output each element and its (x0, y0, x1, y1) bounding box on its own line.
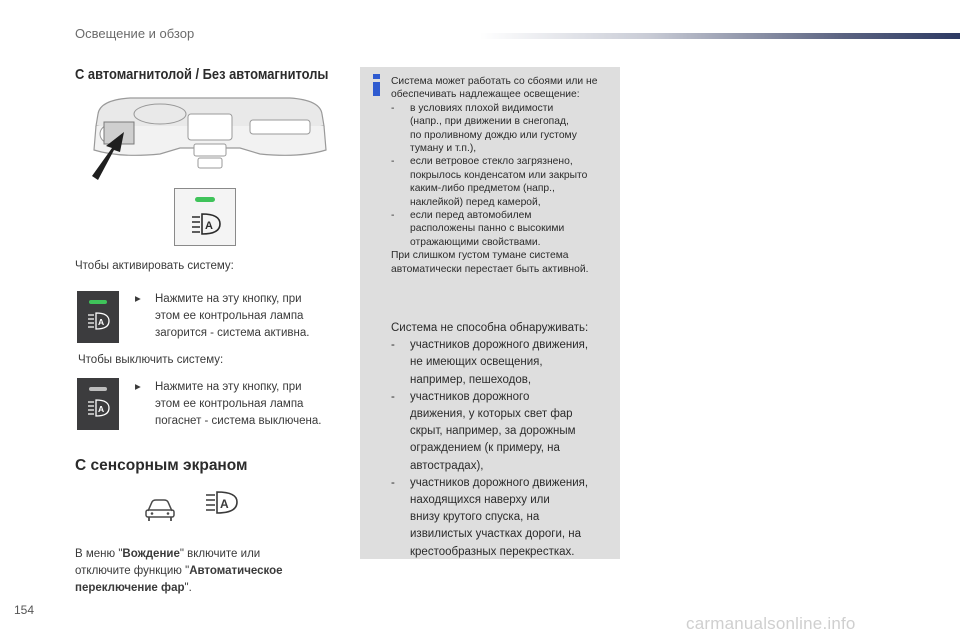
text-line: расположены панно с высокими (410, 223, 565, 235)
auto-headlight-icon (190, 211, 222, 237)
deactivate-instruction (155, 379, 321, 430)
text-line: туману и т.п.), (410, 143, 477, 155)
list-item (391, 337, 616, 389)
watermark: carmanualsonline.info (686, 614, 856, 633)
text-line: этом ее контрольная лампа (155, 398, 304, 410)
text-line (75, 580, 345, 597)
auto-headlight-button-illustration (174, 188, 236, 246)
text-line: участников дорожного движения, (410, 476, 589, 489)
auto-headlight-icon (87, 398, 111, 418)
svg-text:A: A (98, 317, 105, 327)
bullet-arrow-icon: ▸ (135, 293, 141, 305)
text-line (75, 563, 345, 580)
text-line: При слишком густом тумане система (391, 250, 569, 262)
section-heading-radio: С автомагнитолой / Без автомагнитолы (75, 66, 329, 83)
svg-text:A: A (220, 497, 229, 511)
list-item (391, 475, 616, 561)
text-line: Система может работать со сбоями или не (391, 76, 598, 87)
led-indicator-off (89, 387, 107, 391)
text-line: отражающими свойствами. (410, 236, 541, 248)
text-line: загорится - система активна. (155, 327, 310, 339)
text-line: внизу крутого спуска, на (410, 511, 540, 524)
menu-name-bold: Вождение (122, 548, 180, 560)
text-span: В меню " (75, 548, 123, 560)
list-dash: - (391, 210, 395, 222)
section-heading-touchscreen: С сенсорным экраном (75, 457, 248, 474)
text-line (75, 546, 345, 563)
list-item (391, 102, 616, 156)
bullet-arrow-icon: ▸ (135, 381, 141, 393)
button-on-illustration (77, 291, 119, 343)
function-name-bold: Автоматическое (189, 565, 283, 577)
text-span: отключите функцию " (75, 565, 190, 577)
text-line: покрылось конденсатом или закрыто (410, 169, 588, 181)
list-dash: - (391, 339, 395, 352)
text-line: не имеющих освещения, (410, 356, 543, 369)
svg-text:A: A (98, 404, 105, 414)
text-line: участников дорожного движения, (410, 339, 589, 352)
page-header-title: Освещение и обзор (75, 26, 195, 41)
dashboard-illustration (90, 92, 330, 187)
button-off-illustration (77, 378, 119, 430)
text-line: в условиях плохой видимости (410, 102, 554, 114)
text-line: скрыт, например, за дорожным (410, 425, 576, 438)
list-dash: - (391, 476, 395, 489)
text-line: извилистых участках дороги, на (410, 528, 582, 541)
list-item (391, 209, 616, 249)
car-icon (143, 497, 177, 523)
text-line: обеспечивать надлежащее освещение: (391, 89, 580, 101)
text-line: Нажмите на эту кнопку, при (155, 293, 302, 305)
info-detection-limits-text (391, 320, 616, 561)
led-indicator-on (89, 300, 107, 304)
text-line: ограждением (к примеру, на (410, 442, 560, 455)
activate-label: Чтобы активировать систему: (75, 260, 234, 272)
led-indicator-on (195, 197, 215, 202)
auto-headlight-icon (205, 490, 239, 516)
text-line: автоматически перестает быть активной. (391, 263, 589, 275)
header-gradient-bar (480, 33, 960, 39)
deactivate-label: Чтобы выключить систему: (78, 354, 224, 366)
text-line: Нажмите на эту кнопку, при (155, 381, 302, 393)
list-item (391, 155, 616, 209)
text-line: движения, у которых свет фар (410, 408, 573, 421)
activate-instruction (155, 291, 309, 342)
text-line: по проливному дождю или густому (410, 129, 577, 141)
text-span: ". (184, 582, 192, 594)
list-dash: - (391, 102, 395, 114)
text-line: Система не способна обнаруживать: (391, 322, 589, 334)
svg-text:A: A (205, 220, 213, 232)
function-name-bold: переключение фар (75, 582, 185, 594)
text-line: автострадах), (410, 459, 484, 472)
text-line: крестообразных перекрестках. (410, 545, 575, 558)
text-line: если перед автомобилем (410, 210, 532, 222)
info-limitations-text (391, 75, 616, 276)
text-line: погаснет - система выключена. (155, 415, 322, 427)
info-icon (372, 74, 382, 96)
text-span: " включите или (179, 548, 261, 560)
text-line: каким-либо предметом (напр., (410, 183, 555, 195)
list-item (391, 389, 616, 475)
text-line: этом ее контрольная лампа (155, 310, 304, 322)
auto-headlight-icon (87, 311, 111, 331)
page-number: 154 (14, 603, 35, 617)
list-dash: - (391, 390, 395, 403)
text-line: если ветровое стекло загрязнено, (410, 156, 573, 168)
text-line: наклейкой) перед камерой, (410, 196, 541, 208)
text-line: (напр., при движении в снегопад, (410, 116, 569, 128)
text-line: находящихся наверху или (410, 494, 550, 507)
text-line: например, пешеходов, (410, 373, 532, 386)
touchscreen-instruction (75, 546, 345, 597)
list-dash: - (391, 156, 395, 168)
text-line: участников дорожного (410, 390, 530, 403)
